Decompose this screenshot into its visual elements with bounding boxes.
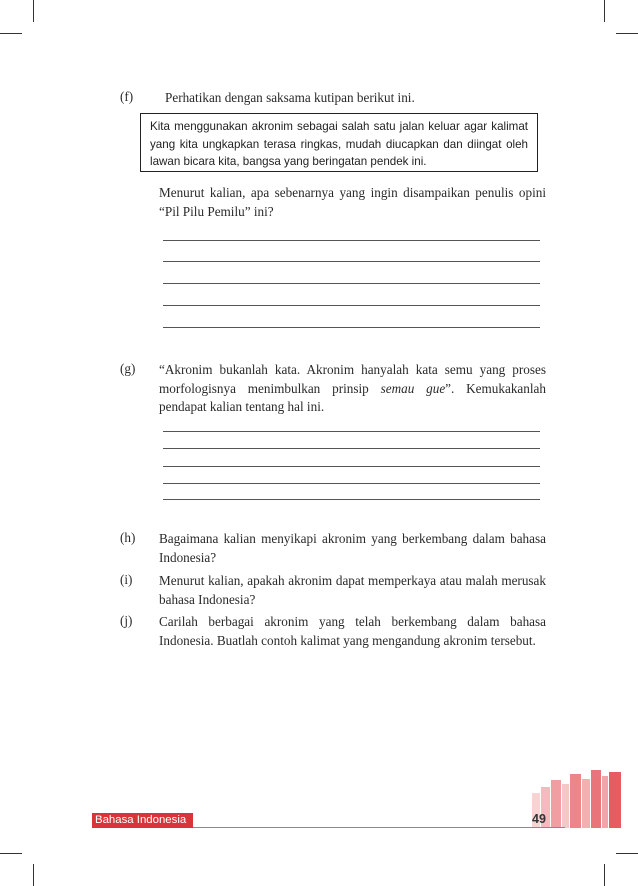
answer-line[interactable] xyxy=(163,327,540,328)
item-label-i: (i) xyxy=(120,572,133,587)
item-g-text xyxy=(159,361,546,417)
crop-mark xyxy=(616,33,638,34)
crop-mark xyxy=(0,853,22,854)
footer-rule xyxy=(193,827,565,828)
item-j-text: Carilah berbagai akronim yang telah berkembang dalam bahasa Indonesia. Buatlah contoh kalimat yang mengandung akronim tersebut. xyxy=(159,614,546,648)
answer-line[interactable] xyxy=(163,283,540,284)
crop-mark xyxy=(616,853,638,854)
item-f-question: Menurut kalian, apa sebenarnya yang ingin disampaikan penulis opini “Pil Pilu Pemilu” ini? xyxy=(159,185,546,219)
answer-line[interactable] xyxy=(163,448,540,449)
answer-line[interactable] xyxy=(163,240,540,241)
answer-line[interactable] xyxy=(163,305,540,306)
item-i-text: Menurut kalian, apakah akronim dapat memperkaya atau malah merusak bahasa Indonesia? xyxy=(159,573,546,607)
crop-mark xyxy=(604,0,605,22)
footer-book-title: Bahasa Indonesia xyxy=(95,814,187,826)
answer-line[interactable] xyxy=(163,466,540,467)
quote-text: Kita menggunakan akronim sebagai salah satu jalan keluar agar kalimat yang kita ungkapkan terasa ringkas, mudah diucapkan dan diingat oleh lawan bicara kita, bangsa yang beringatan pendek ini. xyxy=(150,120,528,169)
item-g-text-before: “Akronim bukanlah kata. Akronim hanyalah kata semu yang proses morfologisnya menimbulkan prinsip xyxy=(159,362,546,396)
crop-mark xyxy=(33,0,34,22)
item-f-intro: Perhatikan dengan saksama kutipan berikut ini. xyxy=(165,90,415,105)
crop-mark xyxy=(0,33,22,34)
item-g-text-after: ”. Kemukakanlah pendapat kalian tentang hal ini. xyxy=(159,380,546,414)
quote-box xyxy=(140,113,538,172)
crop-mark xyxy=(604,864,605,886)
item-g-text-italic: semau gue xyxy=(380,380,446,396)
item-label-h: (h) xyxy=(120,530,136,545)
item-h-text: Bagaimana kalian menyikapi akronim yang berkembang dalam bahasa Indonesia? xyxy=(159,531,546,565)
answer-line[interactable] xyxy=(163,261,540,262)
answer-line[interactable] xyxy=(163,431,540,432)
page-number: 49 xyxy=(532,812,546,826)
answer-line[interactable] xyxy=(163,483,540,484)
item-label-f: (f) xyxy=(120,89,134,104)
item-label-g: (g) xyxy=(120,361,136,376)
crop-mark xyxy=(33,864,34,886)
answer-line[interactable] xyxy=(163,499,540,500)
item-label-j: (j) xyxy=(120,613,133,628)
